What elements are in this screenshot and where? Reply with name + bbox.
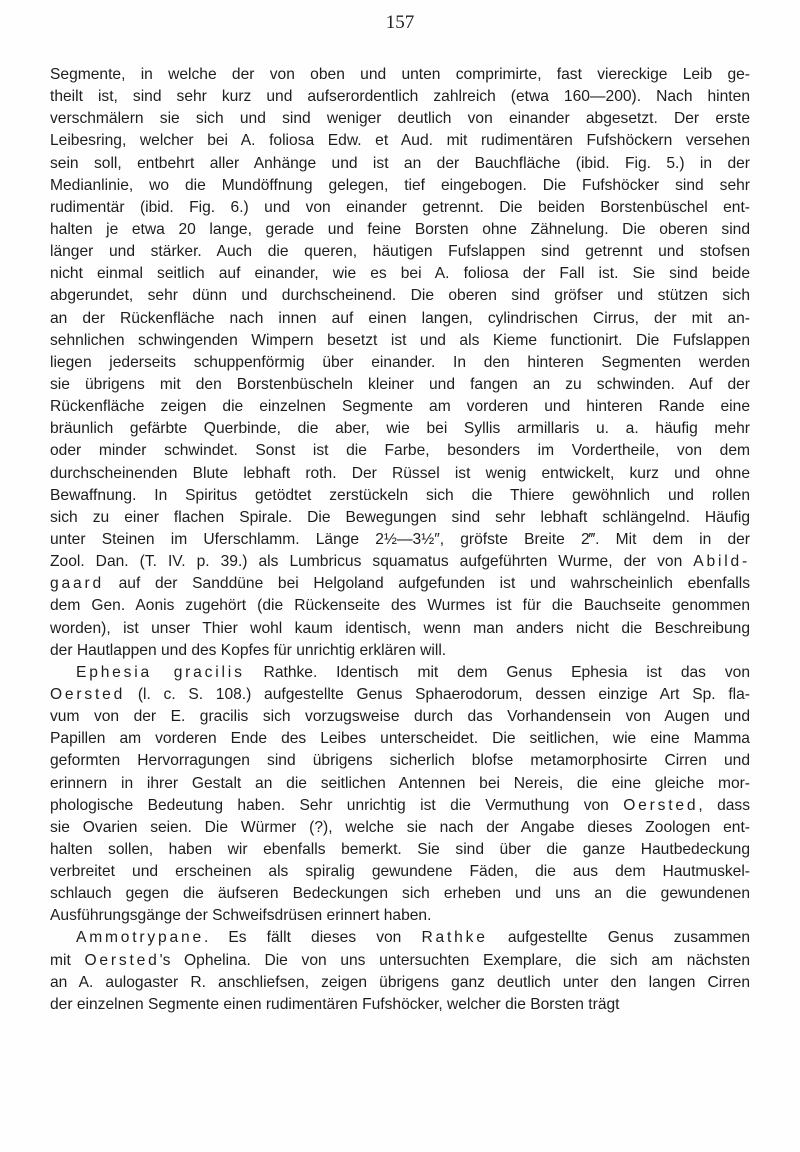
text-run: Rückenfläche zeigen die einzelnen Segmente am vorderen und hinteren Rande eine xyxy=(50,398,750,416)
text-line xyxy=(50,994,750,1016)
text-run: an der Rückenfläche nach innen auf einen langen, cylindrischen Cirrus, der mit an- xyxy=(50,309,750,327)
text-run: der Hautlappen und des Kopfes für unrichtig erklären will. xyxy=(50,641,447,659)
text-run: durchscheinenden Blute lebhaft roth. Der Rüssel ist wenig entwickelt, kurz und ohne xyxy=(50,464,750,482)
text-run: 's Ophelina. Die von uns untersuchten Exemplare, die sich am nächsten xyxy=(159,951,750,969)
text-line xyxy=(50,463,750,485)
spaced-name: Abild- xyxy=(693,553,750,571)
text-run: Medianlinie, wo die Mundöffnung gelegen, tief eingebogen. Die Fufshöcker sind sehr xyxy=(50,176,750,194)
text-line xyxy=(50,130,750,152)
text-run: Zool. Dan. (T. IV. p. 39.) als Lumbricus squamatus aufgeführten Wurme, der von xyxy=(50,553,694,571)
text-line xyxy=(50,64,750,86)
text-run: . Es fällt dieses von xyxy=(203,929,422,947)
text-run: phologische Bedeutung haben. Sehr unrichtig ist die Vermuthung von xyxy=(50,796,624,814)
text-run: Rathke. Identisch mit dem Genus Ephesia ist das von xyxy=(244,663,750,681)
text-line xyxy=(50,595,750,617)
text-run: oder minder schwindet. Sonst ist die Farbe, besonders im Vordertheile, von dem xyxy=(50,442,750,460)
text-run: Segmente, in welche der von oben und unten comprimirte, fast viereckige Leib ge- xyxy=(50,66,750,83)
text-line xyxy=(50,551,750,573)
spaced-name: Oersted xyxy=(84,951,160,969)
text-run: geformten Hervorragungen sind übrigens sicherlich blofse metamorphosirte Cirren und xyxy=(50,752,750,770)
text-run: mit xyxy=(50,951,85,969)
text-line xyxy=(50,706,750,728)
text-run: unter Steinen im Uferschlamm. Länge 2½—3½″, gröfste Breite 2‴. Mit dem in der xyxy=(50,530,750,548)
text-line xyxy=(50,640,750,662)
text-line xyxy=(50,839,750,861)
text-line xyxy=(50,108,750,130)
text-line xyxy=(50,308,750,330)
text-line xyxy=(50,817,750,839)
text-run: (l. c. S. 108.) aufgestellte Genus Sphaerodorum, dessen einzige Art Sp. fla- xyxy=(125,685,750,703)
text-line xyxy=(50,618,750,640)
text-line xyxy=(50,440,750,462)
text-run: rudimentär (ibid. Fig. 6.) und von einander getrennt. Die beiden Borstenbüschel ent- xyxy=(50,198,750,216)
text-run: abgerundet, sehr dünn und durchscheinend. Die oberen sind gröfser und stützen sich xyxy=(50,287,750,305)
text-run: erinnern in ihrer Gestalt an die seitlichen Antennen bei Nereis, die eine gleiche mor- xyxy=(50,774,750,792)
text-line xyxy=(50,285,750,307)
text-line xyxy=(50,330,750,352)
text-run: auf der Sanddüne bei Helgoland aufgefunden ist und wahrscheinlich ebenfalls xyxy=(103,575,750,593)
text-run: schlauch gegen die äufseren Bedeckungen sich erheben und uns an die gewundenen xyxy=(50,885,750,903)
text-line xyxy=(50,662,750,684)
spaced-name: gaard xyxy=(50,575,104,593)
text-line xyxy=(50,684,750,706)
text-line xyxy=(50,861,750,883)
text-line xyxy=(50,219,750,241)
spaced-name: Oersted xyxy=(50,685,126,703)
text-line xyxy=(50,927,750,949)
page-number: 157 xyxy=(385,12,415,33)
text-line xyxy=(50,750,750,772)
text-run: Bewaffnung. In Spiritus getödtet zerstückeln sich die Thiere gewöhnlich und rollen xyxy=(50,486,750,504)
text-line xyxy=(50,507,750,529)
text-run: vum von der E. gracilis sich vorzugsweise durch das Vorhandensein von Augen und xyxy=(50,708,750,726)
text-line xyxy=(50,573,750,595)
text-run: halten sollen, haben wir ebenfalls bemerkt. Sie sind über die ganze Hautbedeckung xyxy=(50,840,750,858)
text-line xyxy=(50,972,750,994)
text-run: sie übrigens mit den Borstenbüscheln kleiner und fangen an zu schwinden. Auf der xyxy=(50,375,750,393)
text-line xyxy=(50,795,750,817)
text-run: verbreitet und erscheinen als spiralig gewundene Fäden, die aus dem Hautmuskel- xyxy=(50,863,750,881)
text-run: sehnlichen schwingenden Wimpern besetzt ist und als Kieme functionirt. Die Fufslappen xyxy=(50,331,750,349)
text-run: dem Gen. Aonis zugehört (die Rückenseite des Wurmes ist für die Bauchseite genommen xyxy=(50,597,750,615)
text-run: nicht einmal seitlich auf einander, wie es bei A. foliosa der Fall ist. Sie sind beide xyxy=(50,265,750,283)
spaced-name: Ammotrypane xyxy=(76,929,204,947)
text-run: liegen jederseits schuppenförmig über einander. In den hinteren Segmenten werden xyxy=(50,353,750,371)
text-line xyxy=(50,197,750,219)
text-run: sein soll, entbehrt aller Anhänge und ist an der Bauchfläche (ibid. Fig. 5.) in der xyxy=(50,154,750,172)
text-run: Ausführungsgänge der Schweifsdrüsen erinnert haben. xyxy=(50,907,432,925)
text-line xyxy=(50,175,750,197)
text-run: aufgestellte Genus zusammen xyxy=(487,929,750,947)
text-run: Papillen am vorderen Ende des Leibes unterscheidet. Die seitlichen, wie eine Mamma xyxy=(50,730,750,748)
text-line xyxy=(50,905,750,927)
text-run: worden), ist unser Thier wohl kaum identisch, wenn man anders nicht die Beschreibung xyxy=(50,619,750,637)
text-run: bräunlich gefärbte Querbinde, die aber, wie bei Syllis armillaris u. a. häufig mehr xyxy=(50,420,750,438)
text-line xyxy=(50,418,750,440)
text-run: verschmälern sie sich und sind weniger deutlich von einander abgesetzt. Der erste xyxy=(50,110,750,128)
text-line xyxy=(50,153,750,175)
text-run: halten je etwa 20 lange, gerade und feine Borsten ohne Zähnelung. Die oberen sind xyxy=(50,220,750,238)
text-line xyxy=(50,241,750,263)
text-run: sich zu einer flachen Spirale. Die Bewegungen sind sehr lebhaft schlängelnd. Häufig xyxy=(50,508,750,526)
text-line xyxy=(50,485,750,507)
text-line xyxy=(50,86,750,108)
spaced-name: Oersted xyxy=(623,796,699,814)
text-line xyxy=(50,352,750,374)
text-run: an A. aulogaster R. anschliefsen, zeigen übrigens ganz deutlich unter den langen Cirren xyxy=(50,973,750,991)
text-run: theilt ist, sind sehr kurz und aufserordentlich zahlreich (etwa 160—200). Nach hinten xyxy=(50,88,750,106)
text-line xyxy=(50,374,750,396)
text-line xyxy=(50,263,750,285)
spaced-name: Ephesia gracilis xyxy=(76,663,245,681)
spaced-name: Rathke xyxy=(421,929,488,947)
text-line xyxy=(50,883,750,905)
text-line xyxy=(50,950,750,972)
text-line xyxy=(50,773,750,795)
text-line xyxy=(50,396,750,418)
text-run: , dass xyxy=(698,796,751,814)
text-run: sie Ovarien seien. Die Würmer (?), welche sie nach der Angabe dieses Zoologen ent- xyxy=(50,818,750,836)
text-line xyxy=(50,529,750,551)
text-run: der einzelnen Segmente einen rudimentären Fufshöcker, welcher die Borsten trägt xyxy=(50,995,620,1013)
text-run: Leibesring, welcher bei A. foliosa Edw. et Aud. mit rudimentären Fufshöckern versehen xyxy=(50,132,750,150)
text-line xyxy=(50,728,750,750)
text-run: länger und stärker. Auch die queren, häutigen Fufslappen sind getrennt und stofsen xyxy=(50,243,750,261)
body-text xyxy=(50,64,750,1016)
